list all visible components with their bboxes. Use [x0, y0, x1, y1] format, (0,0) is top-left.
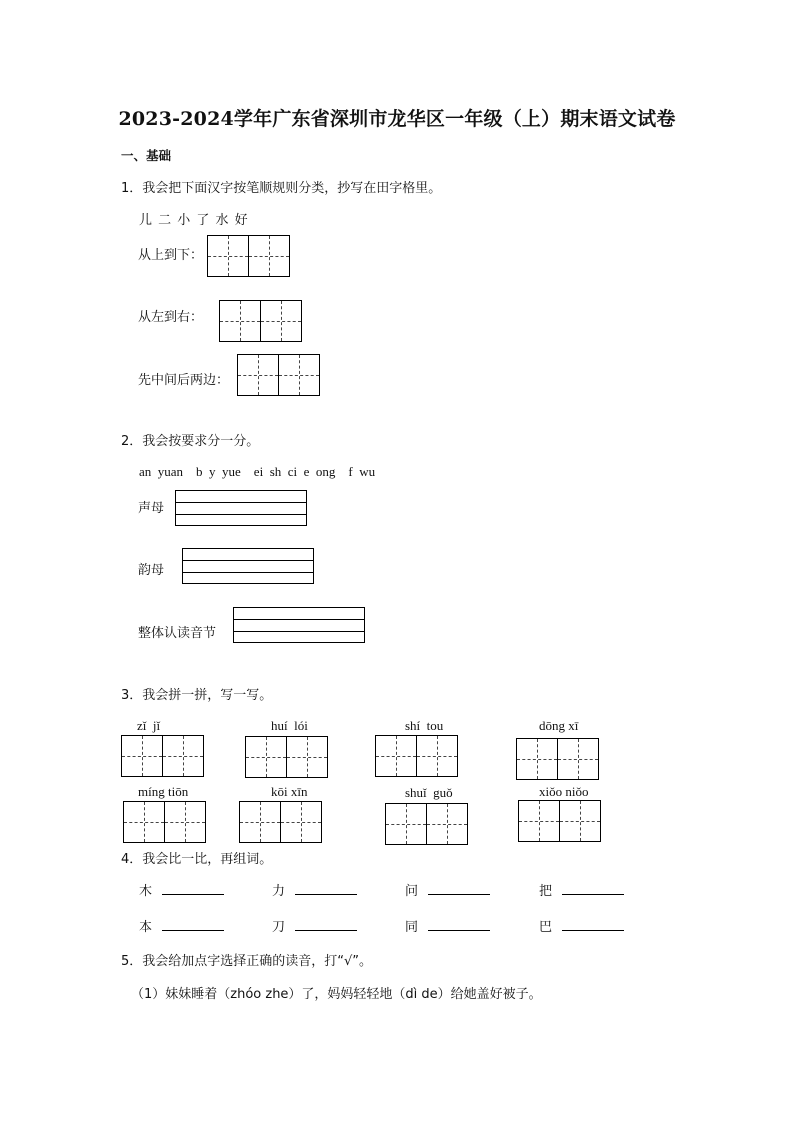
q1-label-left-right: 从左到右： — [138, 310, 204, 325]
question-4: 4．我会比一比，再组词。 — [121, 852, 273, 867]
q3-pinyin: xiǒo niǒo — [539, 784, 589, 799]
q3-grid[interactable] — [245, 736, 328, 778]
q1-grid-left-right[interactable] — [219, 300, 302, 342]
q3-pinyin: kōi xīn — [271, 784, 308, 799]
q2-syllables: an yuan b y yue ei sh ci e ong f wu — [139, 464, 376, 479]
q4-word-item[interactable] — [405, 880, 490, 899]
q4-character: 本 — [139, 920, 153, 935]
q2-label-initials: 声母 — [138, 501, 165, 516]
q4-word-item[interactable] — [539, 880, 624, 899]
q1-grid-middle-first[interactable] — [237, 354, 320, 396]
q4-word-item[interactable] — [139, 916, 224, 935]
q1-label-top-bottom: 从上到下： — [138, 248, 204, 263]
page-title: 2023-2024学年广东省深圳市龙华区一年级（上）期末语文试卷 — [118, 108, 676, 130]
question-1: 1．我会把下面汉字按笔顺规则分类，抄写在田字格里。 — [121, 181, 442, 196]
q2-label-finals: 韵母 — [138, 563, 165, 578]
q2-lines-initials[interactable] — [175, 490, 307, 526]
answer-blank[interactable] — [428, 881, 490, 895]
answer-blank[interactable] — [295, 917, 357, 931]
q1-label-middle-first: 先中间后两边： — [138, 373, 230, 388]
q4-character: 木 — [139, 884, 153, 899]
q4-character: 力 — [272, 884, 286, 899]
q1-grid-top-bottom[interactable] — [207, 235, 290, 277]
q4-word-item[interactable] — [139, 880, 224, 899]
q4-word-item[interactable] — [272, 880, 357, 899]
q3-grid[interactable] — [385, 803, 468, 845]
q2-label-whole-syllables: 整体认读音节 — [138, 626, 217, 641]
q3-grid[interactable] — [123, 801, 206, 843]
answer-blank[interactable] — [162, 881, 224, 895]
q4-word-item[interactable] — [272, 916, 357, 935]
q3-pinyin: míng tiōn — [138, 784, 189, 799]
q4-character: 把 — [539, 884, 553, 899]
answer-blank[interactable] — [562, 917, 624, 931]
question-5: 5．我会给加点字选择正确的读音，打“√”。 — [121, 954, 373, 969]
answer-blank[interactable] — [162, 917, 224, 931]
q3-grid[interactable] — [516, 738, 599, 780]
q2-lines-finals[interactable] — [182, 548, 314, 584]
q3-pinyin: dōng xī — [539, 718, 579, 733]
q4-character: 刀 — [272, 920, 286, 935]
q1-characters: 儿 二 小 了 水 好 — [139, 213, 249, 228]
q3-grid[interactable] — [375, 735, 458, 777]
q3-pinyin: shí tou — [405, 718, 444, 733]
q4-character: 问 — [405, 884, 419, 899]
question-2: 2．我会按要求分一分。 — [121, 434, 260, 449]
q3-grid[interactable] — [239, 801, 322, 843]
question-3: 3．我会拼一拼，写一写。 — [121, 688, 273, 703]
section-heading: 一、基础 — [121, 148, 172, 163]
q3-grid[interactable] — [121, 735, 204, 777]
q3-pinyin: zǐ jǐ — [137, 718, 161, 733]
q5-item-1[interactable]: （1）妹妹睡着（zhóo zhe）了，妈妈轻轻地（dì de）给她盖好被子。 — [131, 987, 542, 1002]
q3-pinyin: huí lói — [271, 718, 308, 733]
q3-pinyin: shuǐ guǒ — [405, 785, 453, 800]
q4-word-item[interactable] — [539, 916, 624, 935]
answer-blank[interactable] — [428, 917, 490, 931]
q3-grid[interactable] — [518, 800, 601, 842]
q2-lines-whole-syllables[interactable] — [233, 607, 365, 643]
answer-blank[interactable] — [295, 881, 357, 895]
q4-character: 同 — [405, 920, 419, 935]
q4-character: 巴 — [539, 920, 553, 935]
answer-blank[interactable] — [562, 881, 624, 895]
q4-word-item[interactable] — [405, 916, 490, 935]
